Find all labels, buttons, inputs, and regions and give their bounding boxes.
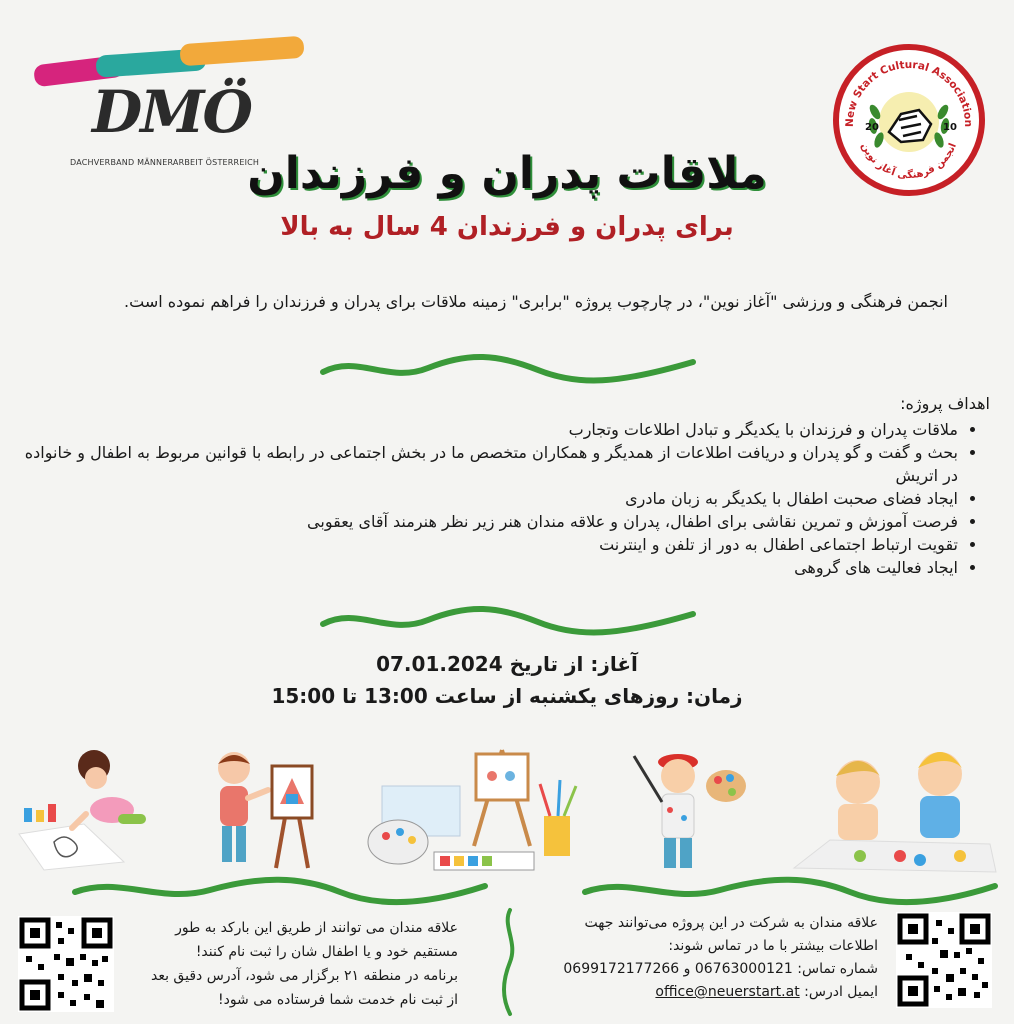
wave-divider [318, 602, 698, 636]
start-date: آغاز: از تاریخ 07.01.2024 [376, 652, 638, 676]
email-label: ایمیل ادرس: [804, 984, 878, 1000]
goals-heading: اهداف پروژه: [900, 394, 990, 413]
qr-code-contact[interactable] [896, 912, 992, 1008]
nsca-year-left: 20 [865, 122, 879, 133]
boy-easel-illustration [196, 748, 326, 878]
painting-supplies-illustration [364, 746, 584, 878]
vertical-wave-divider [500, 906, 520, 1018]
wave-divider [318, 350, 698, 384]
list-item: • ایجاد فعالیت های گروهی [20, 556, 958, 579]
dmo-mark: DMÖ [92, 78, 252, 146]
session-time: زمان: روزهای یکشنبه از ساعت 13:00 تا 15:00 [271, 684, 743, 708]
page-subtitle: برای پدران و فرزندان 4 سال به بالا [280, 212, 734, 242]
registration-line: برنامه در منطقه ۲۱ برگزار می شود، آدرس دقیق بعد [150, 968, 458, 984]
nsca-year-right: 10 [943, 122, 957, 133]
contact-phone: شماره تماس: 06763000121 و 0699172177266 [563, 961, 878, 977]
contact-line: اطلاعات بیشتر با ما در تماس شوند: [668, 938, 878, 954]
wave-divider [70, 872, 490, 906]
registration-note [128, 916, 458, 1012]
nsca-name-fa: انجمن فرهنگی آغاز نوین [858, 141, 959, 182]
registration-line: مستقیم خود و یا اطفال شان را ثبت نام کنند! [195, 944, 458, 960]
boy-palette-illustration [620, 744, 750, 880]
nsca-name-en: New Start Cultural Association [843, 58, 975, 128]
registration-line: از ثبت نام خدمت شما فرستاده می شود! [217, 992, 458, 1008]
kids-handpainting-illustration [790, 744, 1004, 876]
list-item: • تقویت ارتباط اجتماعی اطفال به دور از تلفن و اینترنت [20, 533, 958, 556]
contact-email-row [550, 981, 878, 1004]
intro-paragraph: انجمن فرهنگی و ورزشی "آغاز نوین"، در چارچوب پروژه "برابری" زمینه ملاقات برای پدران و فرزندان را فراهم نموده است. [124, 292, 948, 311]
email-link[interactable]: office@neuerstart.at [655, 984, 800, 1000]
wave-divider [580, 872, 1000, 906]
qr-code-registration[interactable] [18, 916, 114, 1012]
dmo-subtitle: DACHVERBAND MÄNNERARBEIT ÖSTERREICH [70, 158, 260, 167]
dmo-orange-stroke [179, 36, 304, 67]
qr-code-icon [18, 916, 114, 1012]
list-item: • فرصت آموزش و تمرین نقاشی برای اطفال، پدران و علاقه مندان هنر زیر نظر هنرمند آقای یعقوبی [20, 510, 958, 533]
page-title: ملاقات پدران و فرزندان [247, 148, 767, 199]
goals-list [20, 418, 980, 579]
list-item: • ایجاد فضای صحبت اطفال با یکدیگر به زبان مادری [20, 487, 958, 510]
qr-code-icon [896, 912, 992, 1008]
contact-note [550, 912, 878, 1004]
contact-line: علاقه مندان به شرکت در این پروژه می‌توانند جهت [584, 915, 878, 931]
list-item: • ملاقات پدران و فرزندان با یکدیگر و تبادل اطلاعات وتجارب [20, 418, 958, 441]
list-item: • بحث و گفت و گو پدران و دریافت اطلاعات از همدیگر و همکاران متخصص ما در بخش اجتماعی در رابطه با قوانین مربوط به اطفال و خانواده در اتریش [20, 441, 958, 487]
girl-painting-illustration [14, 744, 164, 874]
registration-line: علاقه مندان می توانند از طریق این بارکد به طور [175, 920, 458, 936]
